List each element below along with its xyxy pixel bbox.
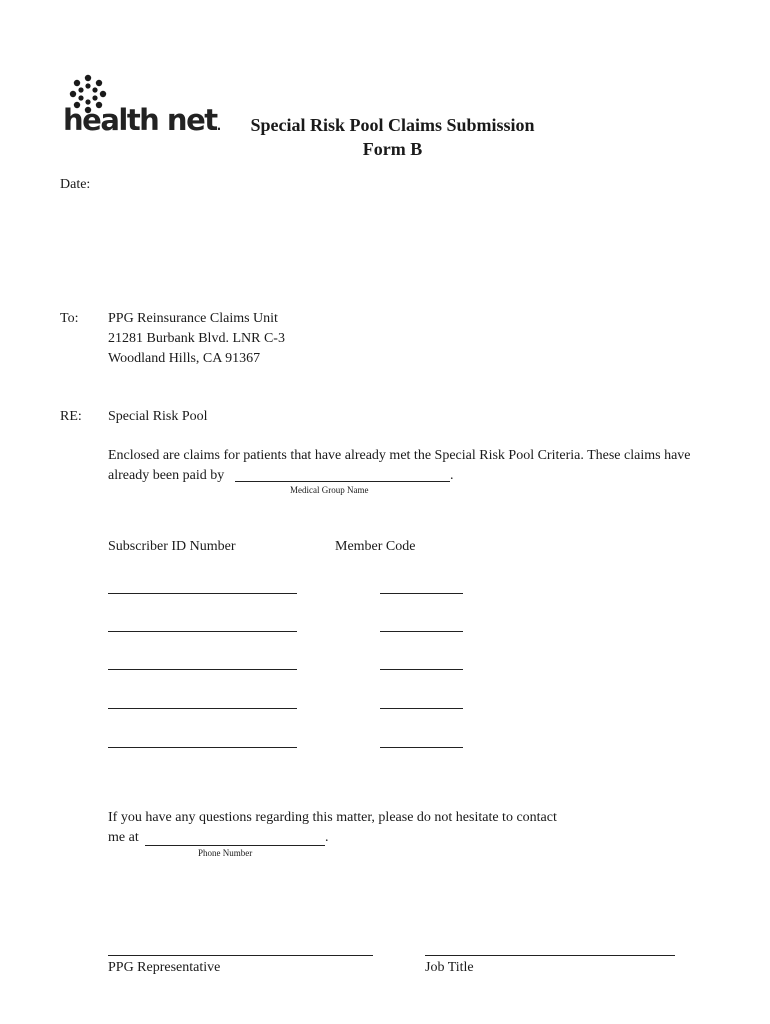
member-code-header: Member Code (335, 539, 416, 554)
phone-number-caption: Phone Number (198, 848, 253, 858)
address-line-1: PPG Reinsurance Claims Unit (108, 311, 278, 326)
subscriber-id-field-5[interactable] (108, 747, 297, 748)
re-body-line-1: Enclosed are claims for patients that have already met the Special Risk Pool Criteria. These claims have (108, 448, 691, 463)
address-line-3: Woodland Hills, CA 91367 (108, 351, 261, 366)
medical-group-name-field[interactable] (235, 481, 450, 482)
contact-line-2-prefix: me at (108, 830, 139, 845)
subscriber-id-header: Subscriber ID Number (108, 539, 236, 554)
contact-line-2-suffix: . (325, 830, 329, 845)
subscriber-id-field-2[interactable] (108, 631, 297, 632)
subscriber-id-field-1[interactable] (108, 593, 297, 594)
member-code-field-1[interactable] (380, 593, 463, 594)
member-code-field-3[interactable] (380, 669, 463, 670)
to-label: To: (60, 311, 79, 326)
health-net-logo: health net. (63, 103, 220, 137)
subscriber-id-field-3[interactable] (108, 669, 297, 670)
subscriber-id-field-4[interactable] (108, 708, 297, 709)
member-code-field-4[interactable] (380, 708, 463, 709)
medical-group-caption: Medical Group Name (290, 485, 369, 495)
ppg-representative-field[interactable] (108, 955, 373, 956)
member-code-field-2[interactable] (380, 631, 463, 632)
job-title-label: Job Title (425, 960, 474, 975)
member-code-field-5[interactable] (380, 747, 463, 748)
re-label: RE: (60, 409, 82, 424)
re-body-line-2-prefix: already been paid by (108, 468, 225, 483)
re-body-line-2-suffix: . (450, 468, 454, 483)
contact-line-1: If you have any questions regarding this matter, please do not hesitate to contact (108, 810, 557, 825)
re-subject: Special Risk Pool (108, 409, 208, 424)
form-title: Special Risk Pool Claims Submission (250, 115, 535, 135)
phone-number-field[interactable] (145, 845, 325, 846)
date-label: Date: (60, 177, 91, 192)
job-title-field[interactable] (425, 955, 675, 956)
ppg-representative-label: PPG Representative (108, 960, 221, 975)
form-subtitle: Form B (362, 139, 423, 159)
address-line-2: 21281 Burbank Blvd. LNR C-3 (108, 331, 285, 346)
